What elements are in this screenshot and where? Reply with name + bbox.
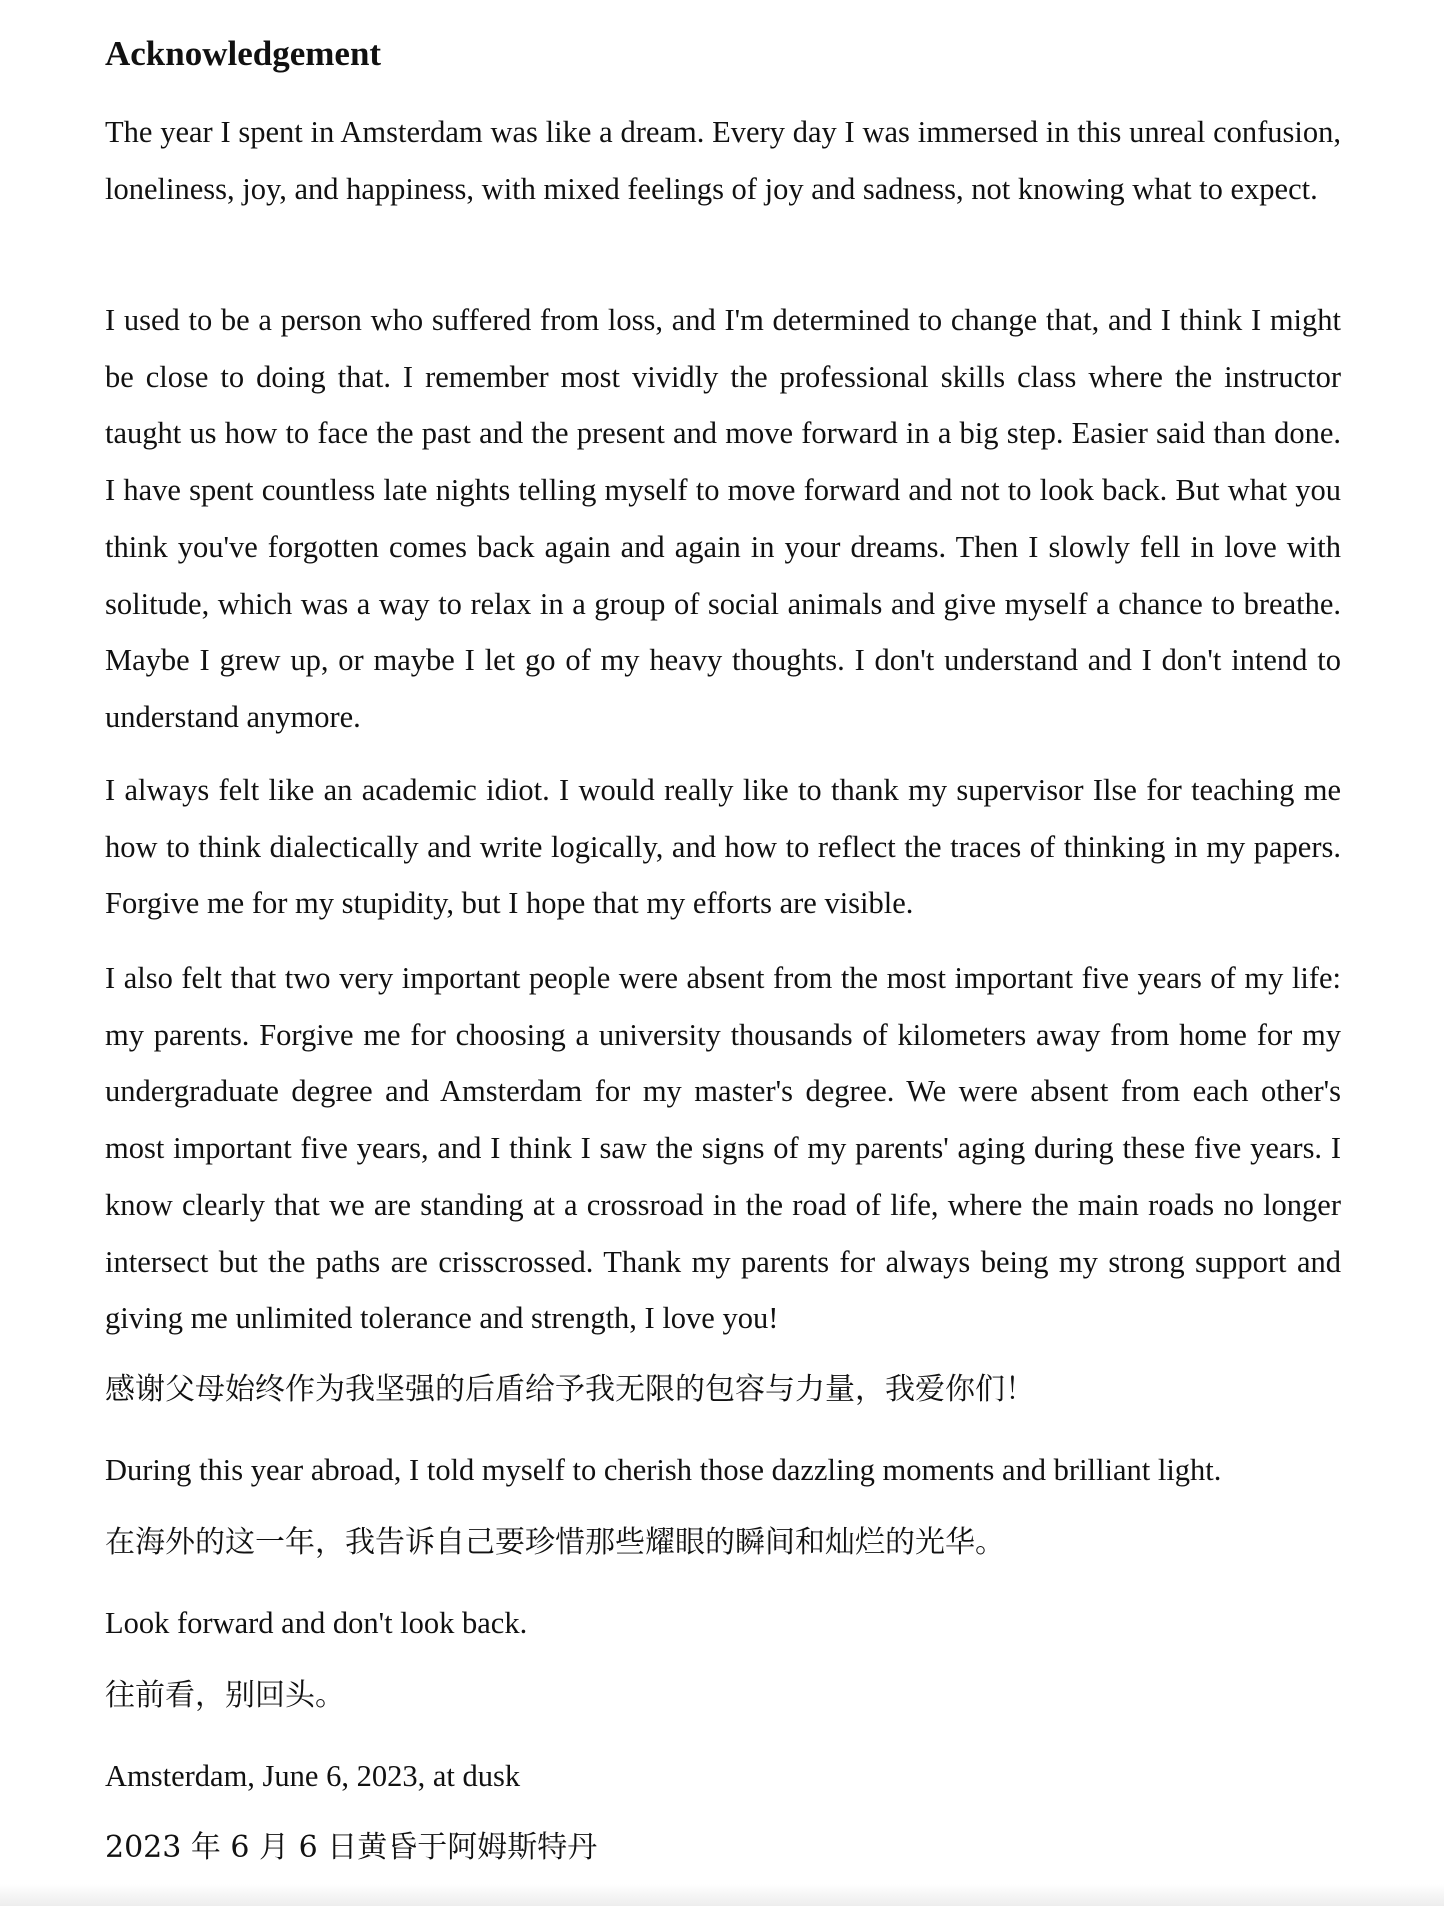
document-title: Acknowledgement [105,34,382,73]
look-forward-english: Look forward and don't look back. [105,1606,528,1640]
paragraph-loss-and-solitude: I used to be a person who suffered from loss, and I'm determined to change that, and I think I might be close to doing that. I remember most vividly the professional skills class where the instructor taught us how to face the past and the present and move forward in a big step. Easier said than done. I have spent countless late nights telling myself to move forward and not to look back. But what you think you've forgotten comes back again and again in your dreams. Then I slowly fell in love with solitude, which was a way to relax in a group of social animals and give myself a chance to breathe. Maybe I grew up, or maybe I let go of my heavy thoughts. I don't understand and I don't intend to understand anymore. [105,303,1341,734]
paragraph-supervisor-thanks: I always felt like an academic idiot. I would really like to thank my supervisor Ilse for teaching me how to think dialectically and write logically, and how to reflect the traces of thinking in my papers. Forgive me for my stupidity, but I hope that my efforts are visible. [105,773,1341,921]
signoff-chinese: 2023 年 6 月 6 日黄昏于阿姆斯特丹 [105,1830,598,1865]
parents-thanks-chinese: 感谢父母始终作为我坚强的后盾给予我无限的包容与力量，我爱你们！ [105,1372,1035,1407]
signoff-english: Amsterdam, June 6, 2023, at dusk [105,1759,521,1793]
abroad-line-english: During this year abroad, I told myself to cherish those dazzling moments and brilliant light. [105,1453,1222,1487]
paragraph-parents-thanks: I also felt that two very important people were absent from the most important five years of my life: my parents. Forgive me for choosing a university thousands of kilometers away from home for my undergraduate degree and Amsterdam for my master's degree. We were absent from each other's most important five years, and I think I saw the signs of my parents' aging during these five years. I know clearly that we are standing at a crossroad in the road of life, where the main roads no longer intersect but the paths are crisscrossed. Thank my parents for always being my strong support and giving me unlimited tolerance and strength, I love you! [105,961,1341,1336]
look-forward-chinese: 往前看，别回头。 [105,1678,345,1713]
paragraph-amsterdam-year: The year I spent in Amsterdam was like a dream. Every day I was immersed in this unreal confusion, loneliness, joy, and happiness, with mixed feelings of joy and sadness, not knowing what to expect. [105,115,1341,206]
page-bottom-shadow [0,1884,1444,1906]
abroad-line-chinese: 在海外的这一年，我告诉自己要珍惜那些耀眼的瞬间和灿烂的光华。 [105,1525,1005,1560]
